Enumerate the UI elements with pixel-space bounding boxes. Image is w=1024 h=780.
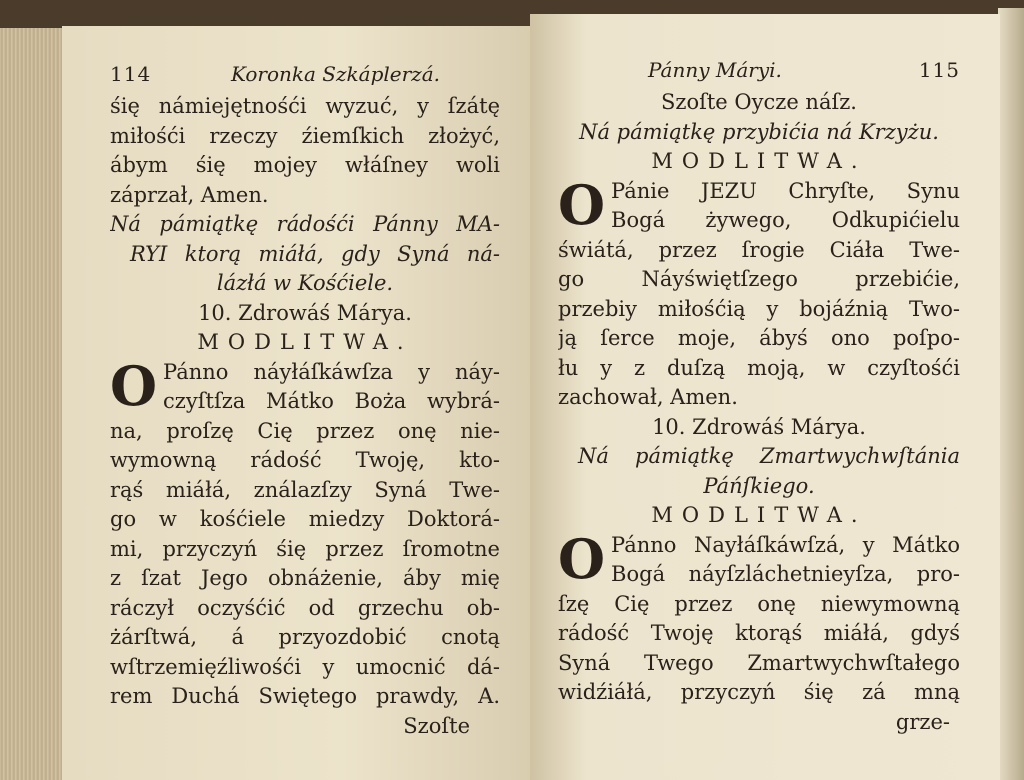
text-line: Pánno Nayłáſkáwſzá, y Mátko [611, 532, 960, 557]
drop-cap-paragraph [558, 526, 960, 591]
text-line: Syná Twego Zmartwychwſtałego [558, 650, 960, 675]
text-line: mi, przyczyń śię przez ſromotne [110, 536, 500, 561]
page-number-right: 115 [918, 58, 960, 82]
prayer-title: MODLITWA. [197, 330, 413, 354]
heading-line: Páńſkiego. [703, 473, 815, 498]
text-line: świátá, przez ſrogie Ciáła Twe- [558, 237, 960, 262]
prayer-count: 10. Zdrowáś Márya. [198, 300, 412, 325]
drop-cap: O [558, 172, 606, 237]
text-line: przebiy miłośćią y bojáźnią Two- [558, 296, 960, 321]
text-line: zachował, Amen. [558, 385, 738, 409]
text-line: rádość Twoję ktorąś miáłá, gdyś [558, 621, 960, 645]
right-page [530, 14, 1000, 780]
catchword-right: grze- [895, 709, 950, 734]
text-line: rem Duchá Swiętego prawdy, A. [110, 684, 500, 708]
text-line: wſtrzemięźliwośći y umocnić dá- [110, 654, 500, 679]
heading-line: Ná pámiątkę rádośći Pánny MA- [110, 212, 500, 236]
text-line: záprzał, Amen. [110, 182, 269, 207]
text-line: żárſtwá, á przyozdobić cnotą [110, 625, 500, 649]
heading-line: Ná pámiątkę Zmartwychwſtánia [578, 444, 960, 468]
left-header [110, 62, 500, 92]
text-line: ráczył oczyśćić od grzechu ob- [110, 595, 500, 620]
page-edges-right [998, 8, 1024, 780]
text-line: ſzę Cię przez onę niewymowną [558, 591, 960, 616]
text-line: Pánno náyłáſkáwſza y náy- [163, 359, 500, 384]
intro-line: Szoſte Oycze náſz. [661, 90, 857, 114]
text-line: go w kośćiele miedzy Doktorá- [110, 507, 500, 531]
heading-line: Ná pámiątkę przybićia ná Krzyżu. [579, 119, 939, 144]
text-line: miłośći rzeczy źiemſkich złożyć, [110, 123, 500, 148]
page-edges-left [0, 28, 63, 780]
text-line: z ſzat Jego obnáżenie, áby mię [110, 566, 500, 590]
prayer-title: MODLITWA. [651, 503, 867, 527]
prayer-title: MODLITWA. [651, 149, 867, 173]
text-line: Bogá náyſzláchetnieyſza, pro- [611, 562, 960, 586]
running-head-left: Koronka Szkáplerzá. [230, 62, 440, 86]
text-line: łu y z duſzą moją, w czyſtośći [558, 355, 960, 380]
heading-line: RYI ktorą miáłá, gdy Syná ná- [130, 241, 500, 266]
left-page [62, 26, 530, 780]
right-header [558, 58, 960, 88]
text-line: widźiáłá, przyczyń śię zá mną [558, 680, 960, 704]
text-line: ábym śię mojey włáſney woli [110, 153, 500, 177]
text-line: Pánie JEZU Chryſte, Synu [611, 178, 960, 203]
drop-cap: O [558, 526, 606, 591]
drop-cap: O [110, 353, 158, 418]
running-head-right: Pánny Máryi. [648, 58, 782, 82]
text-line: go Náyświętſzego przebićie, [558, 267, 960, 291]
text-line: czyſtſza Mátko Boża wybrá- [163, 389, 500, 413]
heading-line: lázłá w Kośćiele. [216, 271, 394, 295]
catchword-left: Szoſte [403, 713, 470, 738]
text-line: rąś miáłá, ználazſzy Syná Twe- [110, 477, 500, 502]
text-line: na, proſzę Cię przez onę nie- [110, 418, 500, 443]
drop-cap-paragraph [110, 353, 500, 418]
prayer-count: 10. Zdrowáś Márya. [652, 414, 866, 439]
text-line: wymowną rádość Twoję, kto- [110, 448, 500, 472]
page-number-left: 114 [110, 62, 152, 86]
drop-cap-paragraph [558, 172, 960, 237]
text-line: Bogá żywego, Odkupićielu [611, 208, 960, 232]
text-line: ją ſerce moje, ábyś ono poſpo- [558, 326, 960, 350]
text-line: śię námiejętnośći wyzuć, y ſzátę [110, 94, 500, 118]
